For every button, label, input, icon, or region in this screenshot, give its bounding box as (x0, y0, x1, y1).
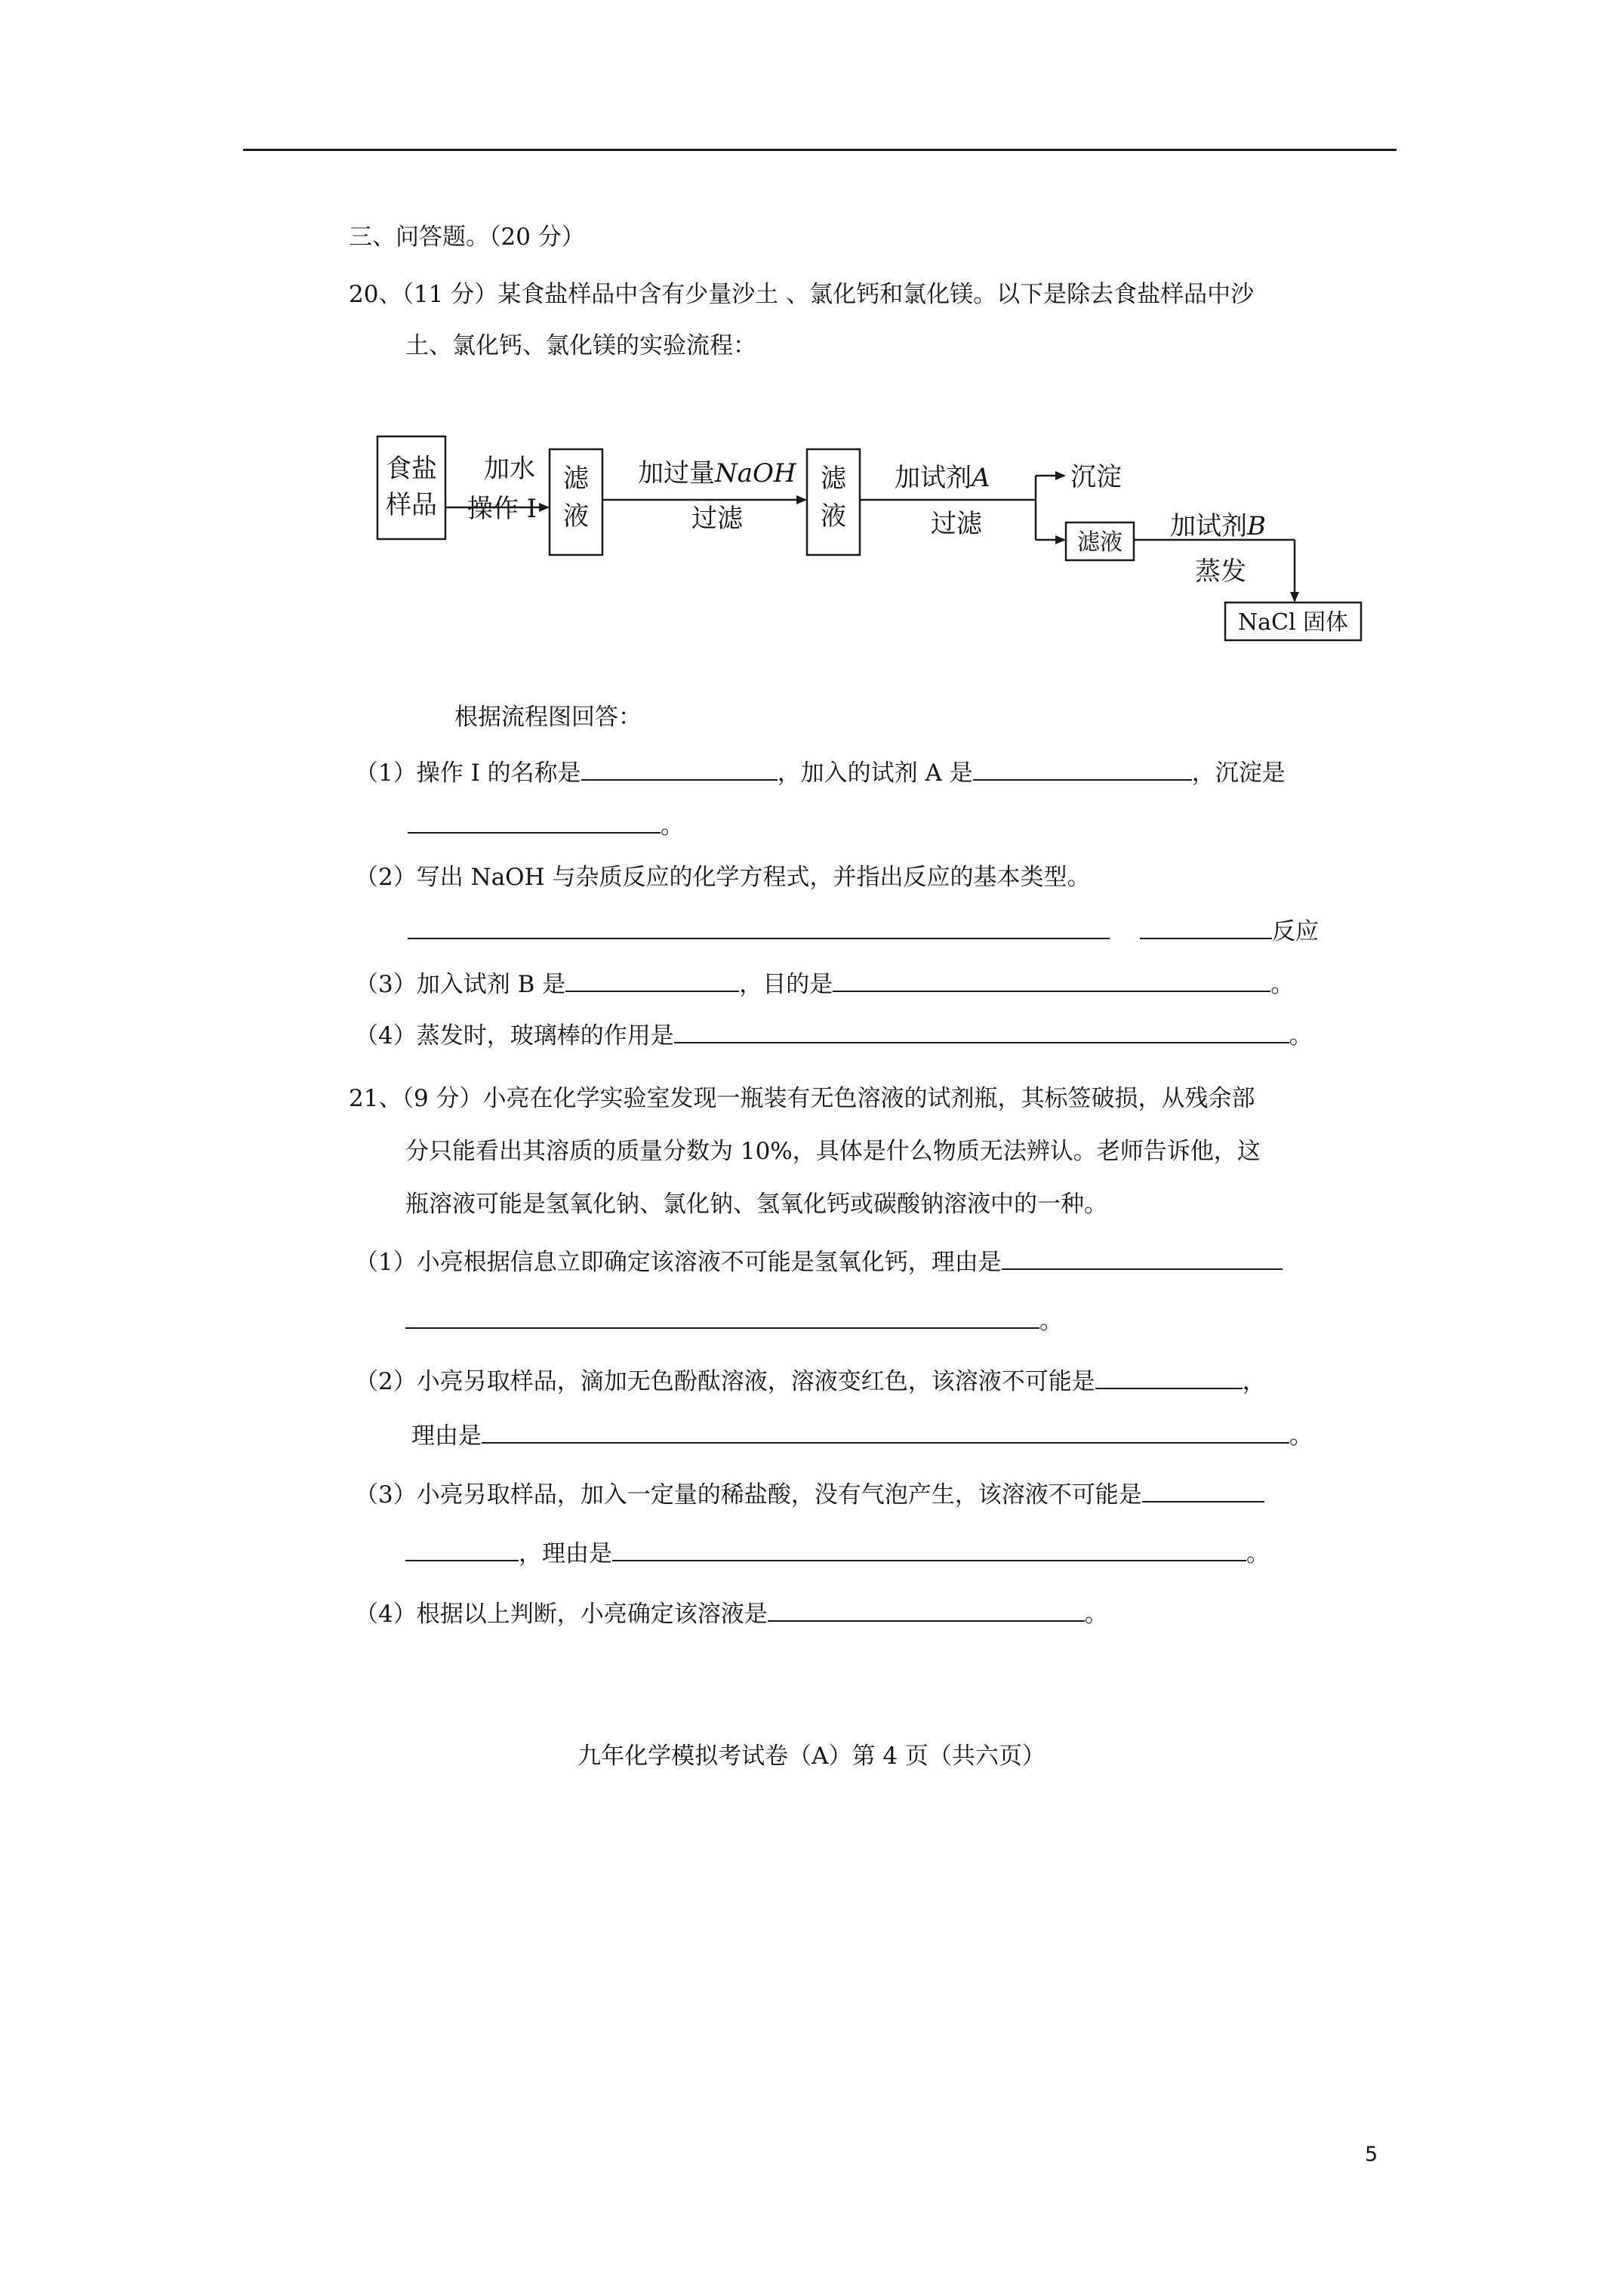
q20-sub1-text-b: ，加入的试剂 A 是 (777, 760, 973, 787)
q21-sub3-text-b: ，理由是 (519, 1540, 612, 1567)
flow-filtrate1-label-2: 液 (563, 501, 589, 532)
q20-sub2-blank-type[interactable] (1140, 915, 1272, 939)
q20-sub1-blank-precipitate[interactable] (408, 809, 661, 834)
q21-sub1 (355, 1246, 1283, 1277)
flow-sample-label-2: 样品 (386, 490, 437, 520)
flow-filtrate2-label-1: 滤 (821, 464, 846, 494)
q20-sub1-blank-reagent-a[interactable] (973, 757, 1192, 781)
q21-sub3 (355, 1478, 1264, 1510)
q20-sub1 (355, 757, 1286, 788)
q20-sub3-blank-reagent-b[interactable] (565, 968, 739, 992)
q21-sub1-blank-b[interactable] (405, 1305, 1039, 1329)
q21-sub2-blank-b[interactable] (482, 1419, 1289, 1444)
q20-sub4 (355, 1019, 1313, 1051)
q20-sub1-text-a: （1）操作 I 的名称是 (355, 760, 581, 787)
q21-sub2-line-2 (411, 1419, 1313, 1451)
q21-sub3-blank-c[interactable] (612, 1537, 1246, 1561)
q21-sub2-blank-a[interactable] (1095, 1365, 1243, 1389)
q21-sub2-text-b: 理由是 (411, 1422, 482, 1450)
section-heading: 三、问答题。（20 分） (349, 223, 585, 251)
q21-stem-line-1: 21、（9 分）小亮在化学实验室发现一瓶装有无色溶液的试剂瓶，其标签破损，从残余部 (349, 1085, 1255, 1112)
q20-sub2: （2）写出 NaOH 与杂质反应的化学方程式，并指出反应的基本类型。 (355, 864, 1091, 891)
q21-sub1-end: 。 (1039, 1308, 1063, 1335)
q21-sub2-text-a: （2）小亮另取样品，滴加无色酚酞溶液，溶液变红色，该溶液不可能是 (355, 1368, 1095, 1395)
q21-sub1-blank-a[interactable] (1002, 1246, 1283, 1270)
flow-filtrate2-label-2: 液 (821, 501, 846, 532)
flow-step4-top: 加试剂B (1170, 511, 1266, 541)
q21-sub3-line-2 (405, 1537, 1270, 1569)
flow-step3-bottom: 过滤 (931, 509, 982, 539)
flow-step2-top: 加过量NaOH (638, 458, 796, 488)
flow-step3-top: 加试剂A (895, 463, 990, 493)
page-number: 5 (1365, 2143, 1378, 2166)
q20-sub1-blank-operation[interactable] (581, 757, 778, 781)
q20-sub2-blank-equation[interactable] (408, 915, 1110, 939)
q21-sub2 (355, 1365, 1266, 1397)
q20-sub3-blank-purpose[interactable] (833, 968, 1270, 992)
flow-filtrate3-label: 滤液 (1077, 529, 1123, 556)
q21-sub4-end: 。 (1084, 1601, 1108, 1628)
q20-sub3-text-a: （3）加入试剂 B 是 (355, 971, 566, 998)
flow-step1-bottom: 操作 I (467, 494, 537, 524)
q20-sub1-text-c: ，沉淀是 (1191, 760, 1286, 787)
q21-sub3-blank-a[interactable] (1142, 1478, 1264, 1502)
flow-precipitate-label: 沉淀 (1070, 462, 1122, 492)
q21-sub4-text-a: （4）根据以上判断，小亮确定该溶液是 (355, 1601, 768, 1628)
flow-nacl-label: NaCl 固体 (1237, 609, 1349, 636)
q21-sub2-comma: ， (1242, 1368, 1266, 1395)
flow-step2-bottom: 过滤 (691, 504, 743, 534)
q20-sub2-line-2 (408, 915, 1319, 947)
q21-sub4-blank[interactable] (768, 1598, 1085, 1622)
q21-sub2-end: 。 (1289, 1422, 1313, 1450)
q20-sub3-end: 。 (1270, 971, 1295, 998)
q21-stem-line-2: 分只能看出其溶质的质量分数为 10%，具体是什么物质无法辨认。老师告诉他，这 (405, 1138, 1261, 1165)
q20-sub4-text-a: （4）蒸发时，玻璃棒的作用是 (355, 1022, 674, 1049)
q21-sub4 (355, 1598, 1108, 1629)
q21-sub3-text-a: （3）小亮另取样品，加入一定量的稀盐酸，没有气泡产生，该溶液不可能是 (355, 1481, 1142, 1509)
q21-sub1-line-2 (405, 1305, 1063, 1336)
flow-step4-bottom: 蒸发 (1195, 556, 1246, 587)
q20-sub2-suffix: 反应 (1272, 918, 1319, 945)
q20-prompt: 根据流程图回答： (454, 704, 642, 731)
q20-sub3 (355, 968, 1294, 1000)
q20-sub1-line-2 (408, 809, 684, 841)
q20-sub4-end: 。 (1289, 1022, 1313, 1049)
flow-step1-top: 加水 (484, 454, 535, 484)
flow-filtrate1-label-1: 滤 (563, 464, 589, 494)
flow-sample-label-1: 食盐 (386, 454, 437, 484)
page-footer: 九年化学模拟考试卷（A）第 4 页（共六页） (577, 1743, 1046, 1770)
q20-stem-line-1: 20、（11 分）某食盐样品中含有少量沙土 、氯化钙和氯化镁。以下是除去食盐样品中沙 (349, 281, 1255, 308)
q21-stem-line-3: 瓶溶液可能是氢氧化钠、氯化钠、氢氧化钙或碳酸钠溶液中的一种。 (405, 1191, 1107, 1218)
q21-sub3-blank-b[interactable] (405, 1537, 519, 1561)
flow-box-sample (377, 436, 445, 539)
q20-stem-line-2: 土、氯化钙、氯化镁的实验流程： (405, 332, 756, 359)
q20-sub1-end: 。 (661, 812, 684, 840)
q21-sub1-text: （1）小亮根据信息立即确定该溶液不可能是氢氧化钙，理由是 (355, 1249, 1002, 1276)
flow-diagram (370, 423, 1381, 661)
q20-sub3-text-b: ，目的是 (739, 971, 833, 998)
q20-sub4-blank-role[interactable] (674, 1019, 1289, 1043)
header-rule (243, 149, 1397, 151)
q21-sub3-end: 。 (1246, 1540, 1270, 1567)
